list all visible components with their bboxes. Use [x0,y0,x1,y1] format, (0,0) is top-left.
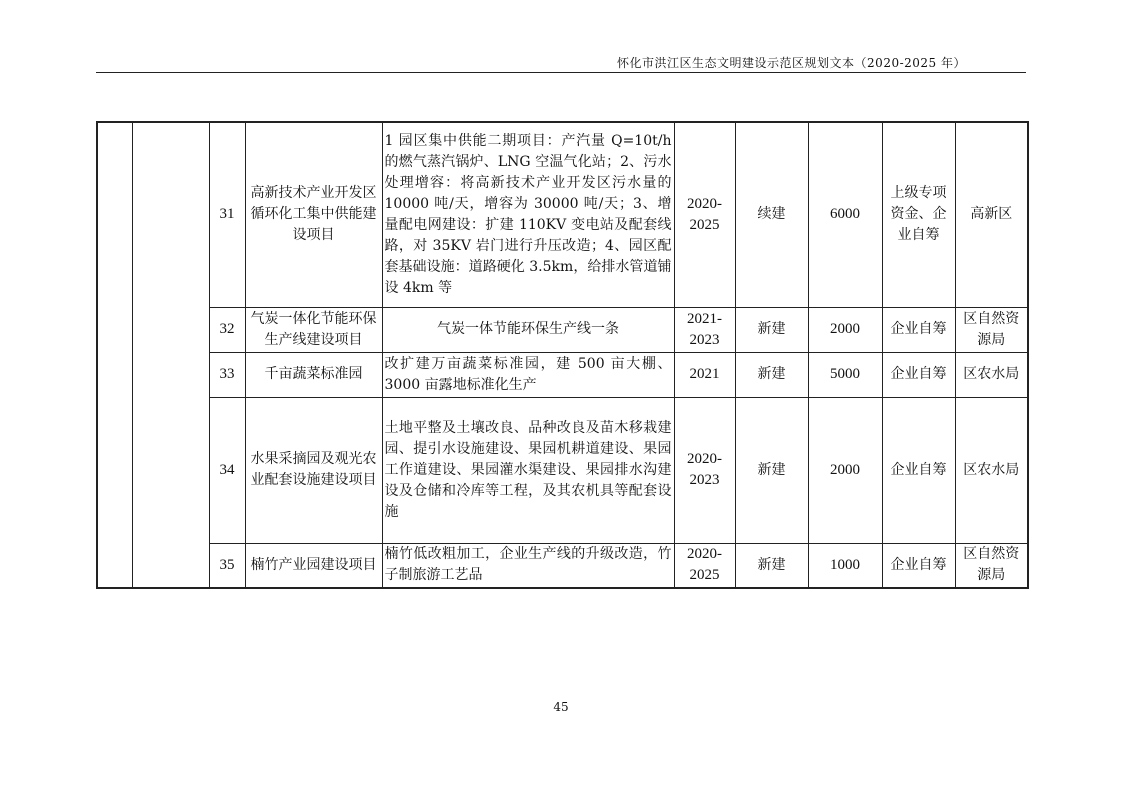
construction-type: 续建 [735,122,808,307]
investment-amount: 5000 [808,352,882,397]
investment-amount: 6000 [808,122,882,307]
investment-amount: 1000 [808,543,882,588]
subcategory-cell [132,122,209,588]
project-period: 2021-2023 [674,307,735,352]
project-period: 2020-2025 [674,543,735,588]
project-name: 千亩蔬菜标准园 [245,352,382,397]
table-row [97,122,1028,307]
project-period: 2020-2025 [674,122,735,307]
document-header-title: 怀化市洪江区生态文明建设示范区规划文本（2020-2025 年） [617,56,966,70]
row-number: 33 [209,352,245,397]
responsible-department: 区自然资源局 [955,307,1028,352]
project-name: 高新技术产业开发区循环化工集中供能建设项目 [245,122,382,307]
row-number: 35 [209,543,245,588]
funding-source: 企业自筹 [882,307,955,352]
page-number: 45 [553,700,569,714]
investment-amount: 2000 [808,397,882,543]
responsible-department: 高新区 [955,122,1028,307]
responsible-department: 区自然资源局 [955,543,1028,588]
table-row [97,543,1028,588]
project-content: 土地平整及土壤改良、品种改良及苗木移栽建园、提引水设施建设、果园机耕道建设、果园工作道建设、果园灌水渠建设、果园排水沟建设及仓储和冷库等工程，及其农机具等配套设施 [382,397,674,543]
responsible-department: 区农水局 [955,397,1028,543]
project-name: 气炭一体化节能环保生产线建设项目 [245,307,382,352]
header-rule [96,72,1026,73]
project-content: 楠竹低改粗加工，企业生产线的升级改造，竹子制旅游工艺品 [382,543,674,588]
project-content: 改扩建万亩蔬菜标准园，建 500 亩大棚、3000 亩露地标准化生产 [382,352,674,397]
funding-source: 企业自筹 [882,543,955,588]
responsible-department: 区农水局 [955,352,1028,397]
project-content: 气炭一体节能环保生产线一条 [382,307,674,352]
project-content: 1 园区集中供能二期项目：产汽量 Q=10t/h 的燃气蒸汽锅炉、LNG 空温气化站；2、污水处理增容：将高新技术产业开发区污水量的 10000 吨/天，增容为 30000 吨/天；3、增量配电网建设：扩建 110KV 变电站及配套线路，对 35KV 岩门进行升压改造；4、园区配套基础设施：道路硬化 3.5km，给排水管道铺设 4km 等 [382,122,674,307]
project-name: 楠竹产业园建设项目 [245,543,382,588]
row-number: 32 [209,307,245,352]
row-number: 31 [209,122,245,307]
table-row [97,352,1028,397]
construction-type: 新建 [735,352,808,397]
project-period: 2020-2023 [674,397,735,543]
row-number: 34 [209,397,245,543]
project-name: 水果采摘园及观光农业配套设施建设项目 [245,397,382,543]
funding-source: 企业自筹 [882,397,955,543]
funding-source: 上级专项资金、企业自筹 [882,122,955,307]
table-row [97,307,1028,352]
construction-type: 新建 [735,307,808,352]
project-period: 2021 [674,352,735,397]
construction-type: 新建 [735,397,808,543]
funding-source: 企业自筹 [882,352,955,397]
table-row [97,397,1028,543]
category-cell [97,122,132,588]
project-plan-table [96,121,1029,589]
investment-amount: 2000 [808,307,882,352]
construction-type: 新建 [735,543,808,588]
